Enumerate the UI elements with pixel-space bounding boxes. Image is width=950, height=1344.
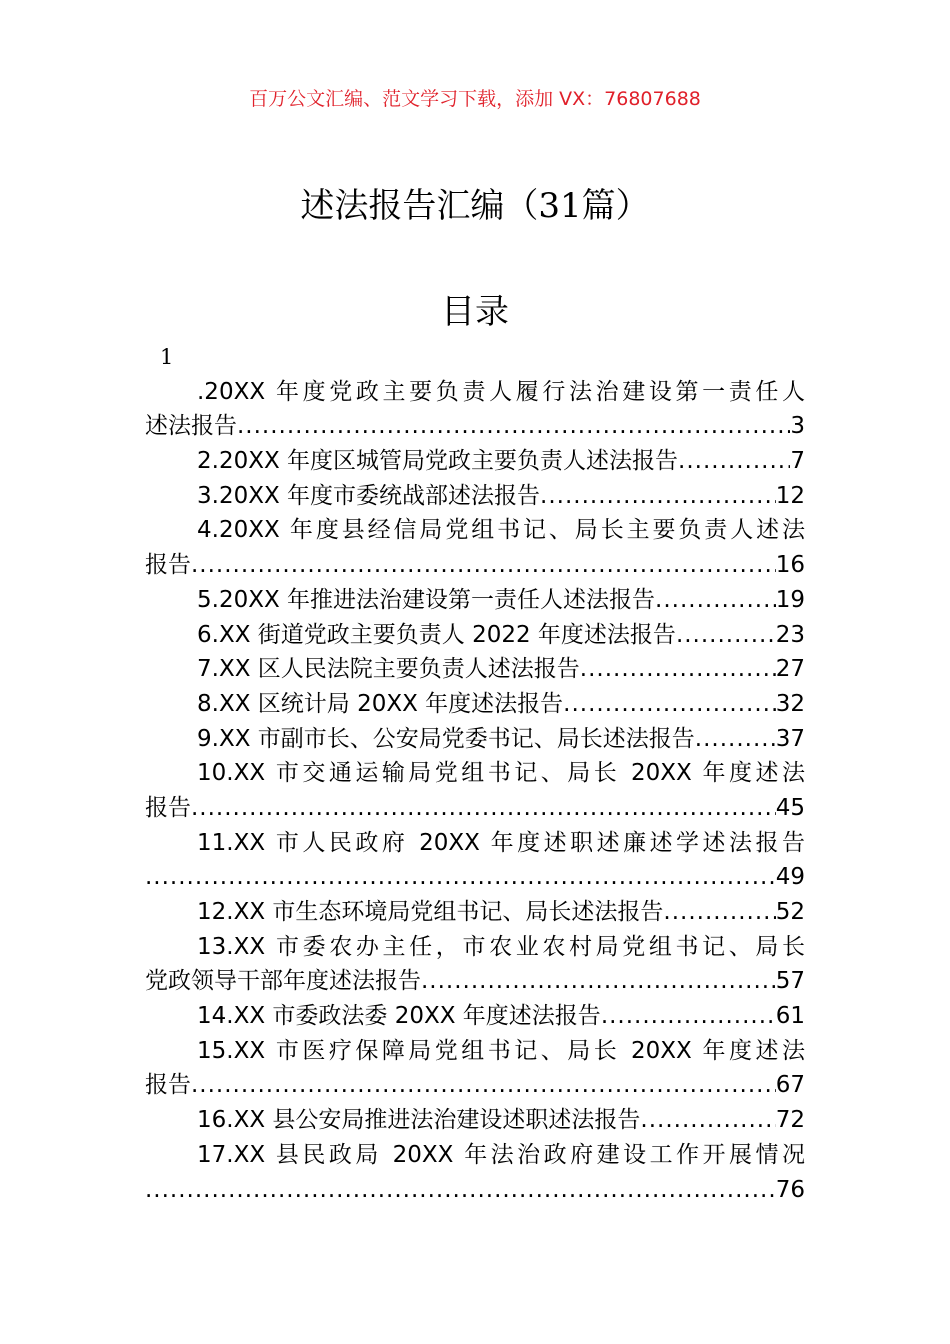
- dot-leader: [640, 1103, 775, 1138]
- toc-page-number: 3: [790, 413, 805, 440]
- dot-leader: [676, 618, 776, 653]
- toc-line[interactable]: [145, 860, 805, 895]
- dot-leader: [421, 964, 776, 999]
- toc-line[interactable]: [145, 999, 805, 1034]
- dot-leader: [191, 1068, 776, 1103]
- toc-entry[interactable]: [145, 618, 805, 653]
- toc-entry-title: 16.XX 县公安局推进法治建设述职述法报告: [197, 1107, 641, 1134]
- dot-leader: [191, 548, 776, 583]
- toc-line[interactable]: [145, 791, 805, 826]
- dot-leader: [580, 652, 776, 687]
- dot-leader: [655, 583, 776, 618]
- toc-line[interactable]: [145, 444, 805, 479]
- toc-entry[interactable]: [145, 1034, 805, 1103]
- toc-entry[interactable]: [145, 895, 805, 930]
- toc-entry[interactable]: [145, 1103, 805, 1138]
- toc-entry-title: 党政领导干部年度述法报告: [145, 968, 421, 995]
- dot-leader: [601, 999, 776, 1034]
- toc-entry[interactable]: [145, 1138, 805, 1207]
- toc-line[interactable]: [145, 583, 805, 618]
- toc-line[interactable]: [145, 722, 805, 757]
- toc-line[interactable]: 15.XX 市医疗保障局党组书记、局长 20XX 年度述法: [197, 1037, 805, 1064]
- toc-page-number: 23: [775, 621, 805, 648]
- toc-heading: 目录: [441, 292, 509, 332]
- toc-entry-title: 报告: [145, 1072, 191, 1099]
- toc-page-number: 32: [775, 690, 805, 717]
- toc-entry-title: 7.XX 区人民法院主要负责人述法报告: [197, 656, 580, 683]
- toc-entry[interactable]: [145, 930, 805, 999]
- dot-leader: [237, 409, 790, 444]
- toc-entry[interactable]: [145, 444, 805, 479]
- toc-line[interactable]: 11.XX 市人民政府 20XX 年度述职述廉述学述法报告: [197, 829, 805, 856]
- dot-leader: [540, 479, 776, 514]
- toc-line[interactable]: [145, 479, 805, 514]
- dot-leader: [145, 1173, 776, 1208]
- toc-entry-title: 报告: [145, 794, 191, 821]
- toc-line[interactable]: 13.XX 市委农办主任，市农业农村局党组书记、局长: [197, 933, 805, 960]
- toc-line[interactable]: [145, 618, 805, 653]
- toc-page-number: 27: [775, 656, 805, 683]
- toc-entry[interactable]: [145, 340, 805, 444]
- toc-line[interactable]: [145, 548, 805, 583]
- toc-line[interactable]: [145, 964, 805, 999]
- title-suffix: 篇）: [581, 186, 650, 226]
- toc-entry-title: 5.20XX 年推进法治建设第一责任人述法报告: [197, 586, 656, 613]
- toc-line[interactable]: 10.XX 市交通运输局党组书记、局长 20XX 年度述法: [197, 760, 805, 787]
- title-count: 31: [538, 186, 582, 226]
- toc-line[interactable]: .20XX 年度党政主要负责人履行法治建设第一责任人: [197, 378, 805, 405]
- toc-page-number: 12: [775, 482, 805, 509]
- toc-entry[interactable]: [145, 687, 805, 722]
- document-title: [0, 178, 950, 227]
- toc-entry[interactable]: [145, 583, 805, 618]
- toc-page-number: 76: [775, 1176, 805, 1203]
- toc-page-number: 16: [775, 552, 805, 579]
- toc-line[interactable]: [145, 1068, 805, 1103]
- dot-leader: [695, 722, 776, 757]
- toc-page-number: 67: [775, 1072, 805, 1099]
- toc-entry-title: 报告: [145, 552, 191, 579]
- toc-entry[interactable]: [145, 652, 805, 687]
- toc-entry-title: 3.20XX 年度市委统战部述法报告: [197, 482, 541, 509]
- toc-entry[interactable]: [145, 826, 805, 895]
- toc-entry-title: 9.XX 市副市长、公安局党委书记、局长述法报告: [197, 725, 695, 752]
- toc-entry-title: 8.XX 区统计局 20XX 年度述法报告: [197, 690, 564, 717]
- title-prefix: 述法报告汇编（: [300, 186, 539, 226]
- dot-leader: [563, 687, 776, 722]
- toc-entry-title: 12.XX 市生态环境局党组书记、局长述法报告: [197, 899, 664, 925]
- toc-line[interactable]: [145, 687, 805, 722]
- toc-line[interactable]: [145, 409, 805, 444]
- toc-entry[interactable]: [145, 513, 805, 582]
- dot-leader: [663, 895, 775, 930]
- toc-page-number: 72: [775, 1107, 805, 1134]
- toc-line[interactable]: [145, 652, 805, 687]
- toc-page-number: 57: [775, 968, 805, 995]
- dot-leader: [191, 791, 776, 826]
- toc-entry[interactable]: [145, 722, 805, 757]
- toc-line[interactable]: [145, 895, 805, 930]
- dot-leader: [678, 444, 790, 479]
- toc-page-number: 49: [775, 864, 805, 891]
- toc-line[interactable]: [145, 1173, 805, 1208]
- toc-page-number: 52: [775, 899, 805, 925]
- toc-page-number: 45: [775, 794, 805, 821]
- toc-entry-title: 14.XX 市委政法委 20XX 年度述法报告: [197, 1003, 601, 1030]
- toc-page-number: 7: [790, 448, 805, 475]
- toc-page-number: 37: [775, 725, 805, 752]
- toc-entry[interactable]: [145, 999, 805, 1034]
- toc-line[interactable]: [145, 1103, 805, 1138]
- toc-page-number: 61: [775, 1003, 805, 1030]
- toc-entry[interactable]: [145, 756, 805, 825]
- toc-line[interactable]: 17.XX 县民政局 20XX 年法治政府建设工作开展情况: [197, 1141, 805, 1168]
- toc-entry-title: 6.XX 街道党政主要负责人 2022 年度述法报告: [197, 621, 676, 648]
- toc-entry-number: 1: [160, 345, 174, 369]
- watermark-banner: 百万公文汇编、范文学习下载，添加 VX：76807688: [249, 88, 701, 110]
- toc-entry-title: 述法报告: [145, 413, 237, 440]
- toc-entry[interactable]: [145, 479, 805, 514]
- table-of-contents: [145, 340, 805, 1207]
- toc-line[interactable]: 4.20XX 年度县经信局党组书记、局长主要负责人述法: [197, 517, 805, 544]
- toc-entry-title: 2.20XX 年度区城管局党政主要负责人述法报告: [197, 448, 679, 475]
- dot-leader: [145, 860, 776, 895]
- toc-page-number: 19: [775, 586, 805, 613]
